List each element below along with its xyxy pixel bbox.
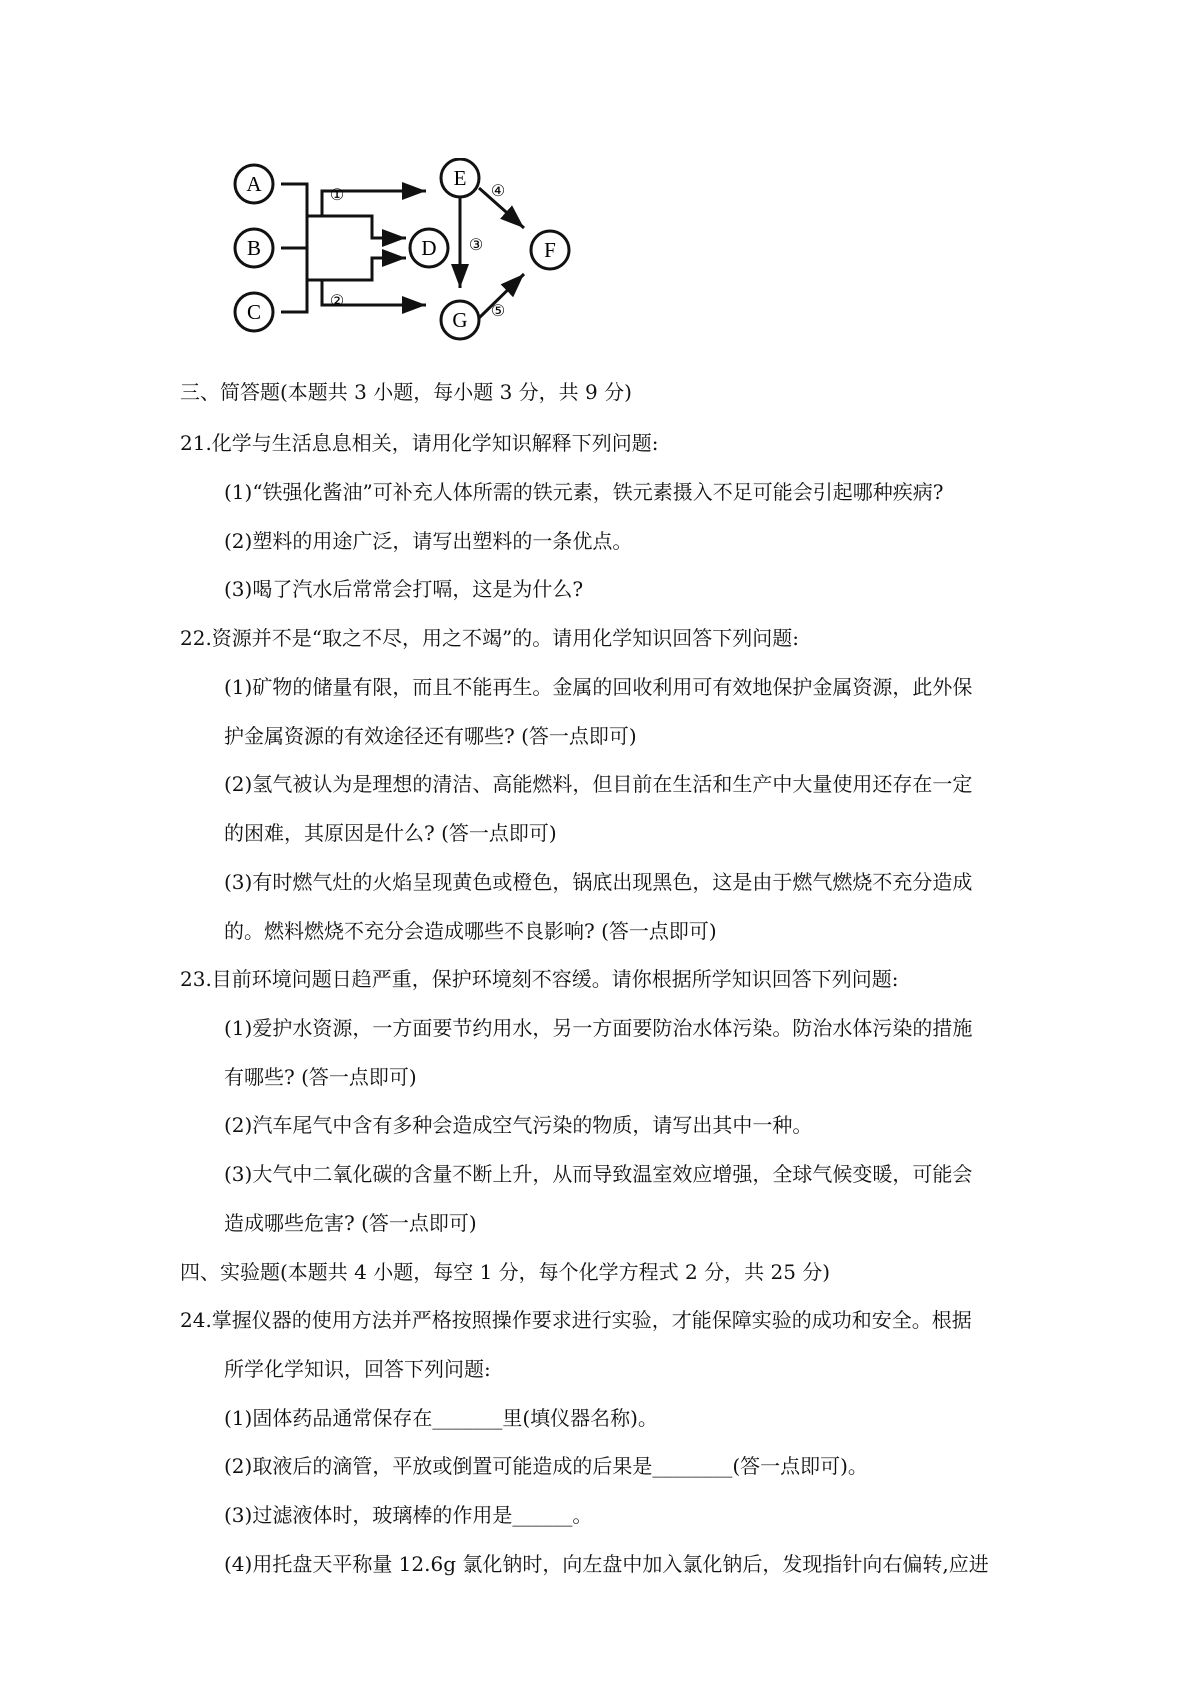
- question-21: 21.化学与生活息息相关，请用化学知识解释下列问题:: [180, 431, 659, 455]
- b-upper-connector: [281, 216, 322, 248]
- svg-text:A: A: [246, 172, 262, 196]
- svg-text:F: F: [544, 238, 556, 262]
- label-2: ②: [329, 291, 345, 310]
- question-21-part-1: (1)“铁强化酱油”可补充人体所需的铁元素，铁元素摄入不足可能会引起哪种疾病?: [224, 480, 944, 504]
- question-24-part-1: (1)固体药品通常保存在_______里(填仪器名称)。: [224, 1406, 658, 1430]
- node-f: [531, 231, 569, 269]
- node-a: [235, 165, 273, 203]
- node-d: [410, 229, 448, 267]
- question-23: 23.目前环境问题日趋严重，保护环境刻不容缓。请你根据所学知识回答下列问题:: [180, 967, 899, 991]
- question-23-part-1-line-2: 有哪些? (答一点即可): [224, 1065, 417, 1089]
- question-22-part-3-line-2: 的。燃料燃烧不充分会造成哪些不良影响? (答一点即可): [224, 919, 717, 943]
- question-23-part-3-line-1: (3)大气中二氧化碳的含量不断上升，从而导致温室效应增强，全球气候变暖，可能会: [224, 1162, 973, 1186]
- question-22-part-2-line-2: 的困难，其原因是什么? (答一点即可): [224, 821, 557, 845]
- node-b: [235, 229, 273, 267]
- question-24-line-2: 所学化学知识，回答下列问题:: [224, 1357, 491, 1381]
- node-c: [235, 293, 273, 331]
- svg-text:B: B: [246, 236, 262, 260]
- svg-text:C: C: [246, 300, 262, 324]
- label-4: ④: [490, 181, 506, 200]
- question-22-part-2-line-1: (2)氢气被认为是理想的清洁、高能燃料，但目前在生活和生产中大量使用还存在一定: [224, 772, 973, 796]
- section-4-title: 四、实验题(本题共 4 小题，每空 1 分，每个化学方程式 2 分，共 25 分): [180, 1260, 831, 1284]
- b-lower-connector: [281, 248, 322, 280]
- section-3-title: 三、简答题(本题共 3 小题，每小题 3 分，共 9 分): [180, 380, 632, 404]
- question-21-part-3: (3)喝了汽水后常常会打嗝，这是为什么?: [224, 577, 584, 601]
- label-1: ①: [329, 185, 345, 204]
- label-5: ⑤: [490, 301, 506, 320]
- node-e: [441, 159, 479, 197]
- question-23-part-3-line-2: 造成哪些危害? (答一点即可): [224, 1211, 477, 1235]
- question-24-part-3: (3)过滤液体时，玻璃棒的作用是______。: [224, 1503, 593, 1527]
- arrow-2-to-d: [322, 258, 406, 280]
- question-24-line-1: 24.掌握仪器的使用方法并严格按照操作要求进行实验，才能保障实验的成功和安全。根据: [180, 1308, 972, 1332]
- reaction-flow-diagram: [222, 158, 594, 350]
- c-connector: [281, 280, 322, 312]
- question-22-part-3-line-1: (3)有时燃气灶的火焰呈现黄色或橙色，锅底出现黑色，这是由于燃气燃烧不充分造成: [224, 870, 973, 894]
- svg-text:D: D: [421, 236, 437, 260]
- svg-text:G: G: [452, 308, 468, 332]
- node-g: [441, 301, 479, 339]
- question-22-part-1-line-2: 护金属资源的有效途径还有哪些? (答一点即可): [224, 724, 637, 748]
- diagram-svg: [222, 158, 594, 350]
- question-23-part-1-line-1: (1)爱护水资源，一方面要节约用水，另一方面要防治水体污染。防治水体污染的措施: [224, 1016, 973, 1040]
- question-22: 22.资源并不是“取之不尽，用之不竭”的。请用化学知识回答下列问题:: [180, 626, 799, 650]
- question-22-part-1-line-1: (1)矿物的储量有限，而且不能再生。金属的回收利用可有效地保护金属资源，此外保: [224, 675, 973, 699]
- question-21-part-2: (2)塑料的用途广泛，请写出塑料的一条优点。: [224, 529, 633, 553]
- a-connector: [281, 184, 322, 216]
- label-3: ③: [468, 235, 484, 254]
- question-24-part-4: (4)用托盘天平称量 12.6g 氯化钠时，向左盘中加入氯化钠后，发现指针向右偏转,应进: [224, 1552, 989, 1576]
- svg-text:E: E: [453, 166, 467, 190]
- question-23-part-2: (2)汽车尾气中含有多种会造成空气污染的物质，请写出其中一种。: [224, 1113, 813, 1137]
- arrow-1-to-d: [322, 216, 406, 238]
- question-24-part-2: (2)取液后的滴管，平放或倒置可能造成的后果是________(答一点即可)。: [224, 1454, 868, 1478]
